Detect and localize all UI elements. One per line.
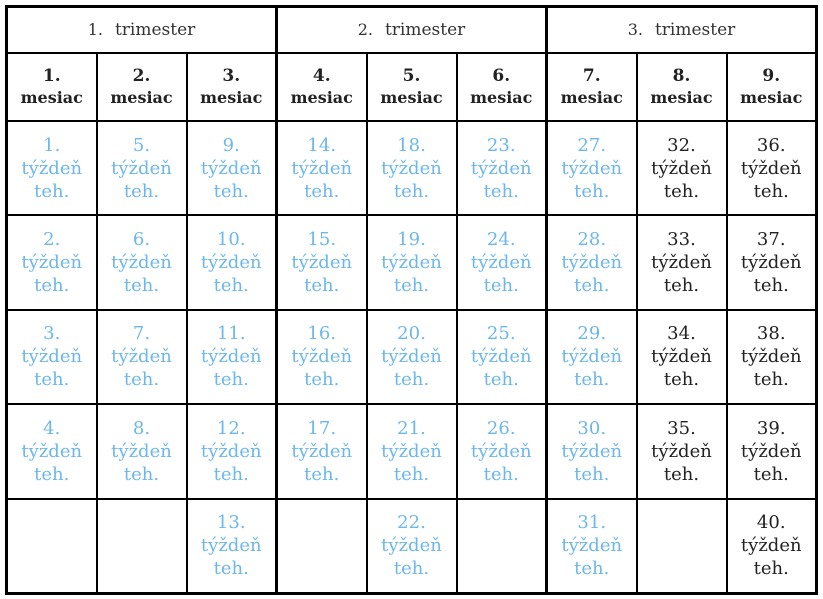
week-cell: 10. týždeň teh. (187, 215, 277, 309)
week-row (7, 215, 817, 309)
week-row (7, 121, 817, 215)
week-cell: 17. týždeň teh. (277, 404, 367, 498)
week-cell: 14. týždeň teh. (277, 121, 367, 215)
week-grid (7, 121, 817, 594)
week-row (7, 404, 817, 498)
week-cell: 37. týždeň teh. (727, 215, 817, 309)
month-header-6: 6. mesiac (457, 53, 547, 121)
week-cell: 27. týždeň teh. (547, 121, 637, 215)
pregnancy-calendar-table (5, 5, 818, 595)
week-cell: 13. týždeň teh. (187, 499, 277, 594)
month-header-2: 2. mesiac (97, 53, 187, 121)
week-cell: 8. týždeň teh. (97, 404, 187, 498)
trimester-1-header: 1. trimester (7, 7, 277, 54)
week-cell: 25. týždeň teh. (457, 310, 547, 404)
week-cell: 36. týždeň teh. (727, 121, 817, 215)
week-cell: 35. týždeň teh. (637, 404, 727, 498)
week-cell: 32. týždeň teh. (637, 121, 727, 215)
week-cell: 24. týždeň teh. (457, 215, 547, 309)
week-cell: 30. týždeň teh. (547, 404, 637, 498)
week-cell: 34. týždeň teh. (637, 310, 727, 404)
trimester-2-header: 2. trimester (277, 7, 547, 54)
empty-cell (457, 499, 547, 594)
week-cell: 21. týždeň teh. (367, 404, 457, 498)
month-header-3: 3. mesiac (187, 53, 277, 121)
week-cell: 28. týždeň teh. (547, 215, 637, 309)
week-cell: 4. týždeň teh. (7, 404, 97, 498)
month-header-1: 1. mesiac (7, 53, 97, 121)
week-cell: 29. týždeň teh. (547, 310, 637, 404)
week-cell: 9. týždeň teh. (187, 121, 277, 215)
week-cell: 12. týždeň teh. (187, 404, 277, 498)
week-cell: 19. týždeň teh. (367, 215, 457, 309)
week-cell: 1. týždeň teh. (7, 121, 97, 215)
month-header-row (7, 53, 817, 121)
week-cell: 38. týždeň teh. (727, 310, 817, 404)
week-cell: 33. týždeň teh. (637, 215, 727, 309)
month-header-5: 5. mesiac (367, 53, 457, 121)
week-row (7, 499, 817, 594)
month-header-4: 4. mesiac (277, 53, 367, 121)
week-cell: 23. týždeň teh. (457, 121, 547, 215)
month-header-9: 9. mesiac (727, 53, 817, 121)
empty-cell (7, 499, 97, 594)
week-cell: 39. týždeň teh. (727, 404, 817, 498)
week-cell: 6. týždeň teh. (97, 215, 187, 309)
trimester-3-header: 3. trimester (547, 7, 817, 54)
week-cell: 16. týždeň teh. (277, 310, 367, 404)
week-row (7, 310, 817, 404)
week-cell: 3. týždeň teh. (7, 310, 97, 404)
week-cell: 26. týždeň teh. (457, 404, 547, 498)
empty-cell (637, 499, 727, 594)
month-header-7: 7. mesiac (547, 53, 637, 121)
week-cell: 22. týždeň teh. (367, 499, 457, 594)
week-cell: 7. týždeň teh. (97, 310, 187, 404)
week-cell: 40. týždeň teh. (727, 499, 817, 594)
week-cell: 15. týždeň teh. (277, 215, 367, 309)
week-cell: 11. týždeň teh. (187, 310, 277, 404)
empty-cell (277, 499, 367, 594)
month-header-8: 8. mesiac (637, 53, 727, 121)
week-cell: 5. týždeň teh. (97, 121, 187, 215)
trimester-header-row (7, 7, 817, 54)
empty-cell (97, 499, 187, 594)
week-cell: 18. týždeň teh. (367, 121, 457, 215)
week-cell: 31. týždeň teh. (547, 499, 637, 594)
week-cell: 20. týždeň teh. (367, 310, 457, 404)
week-cell: 2. týždeň teh. (7, 215, 97, 309)
